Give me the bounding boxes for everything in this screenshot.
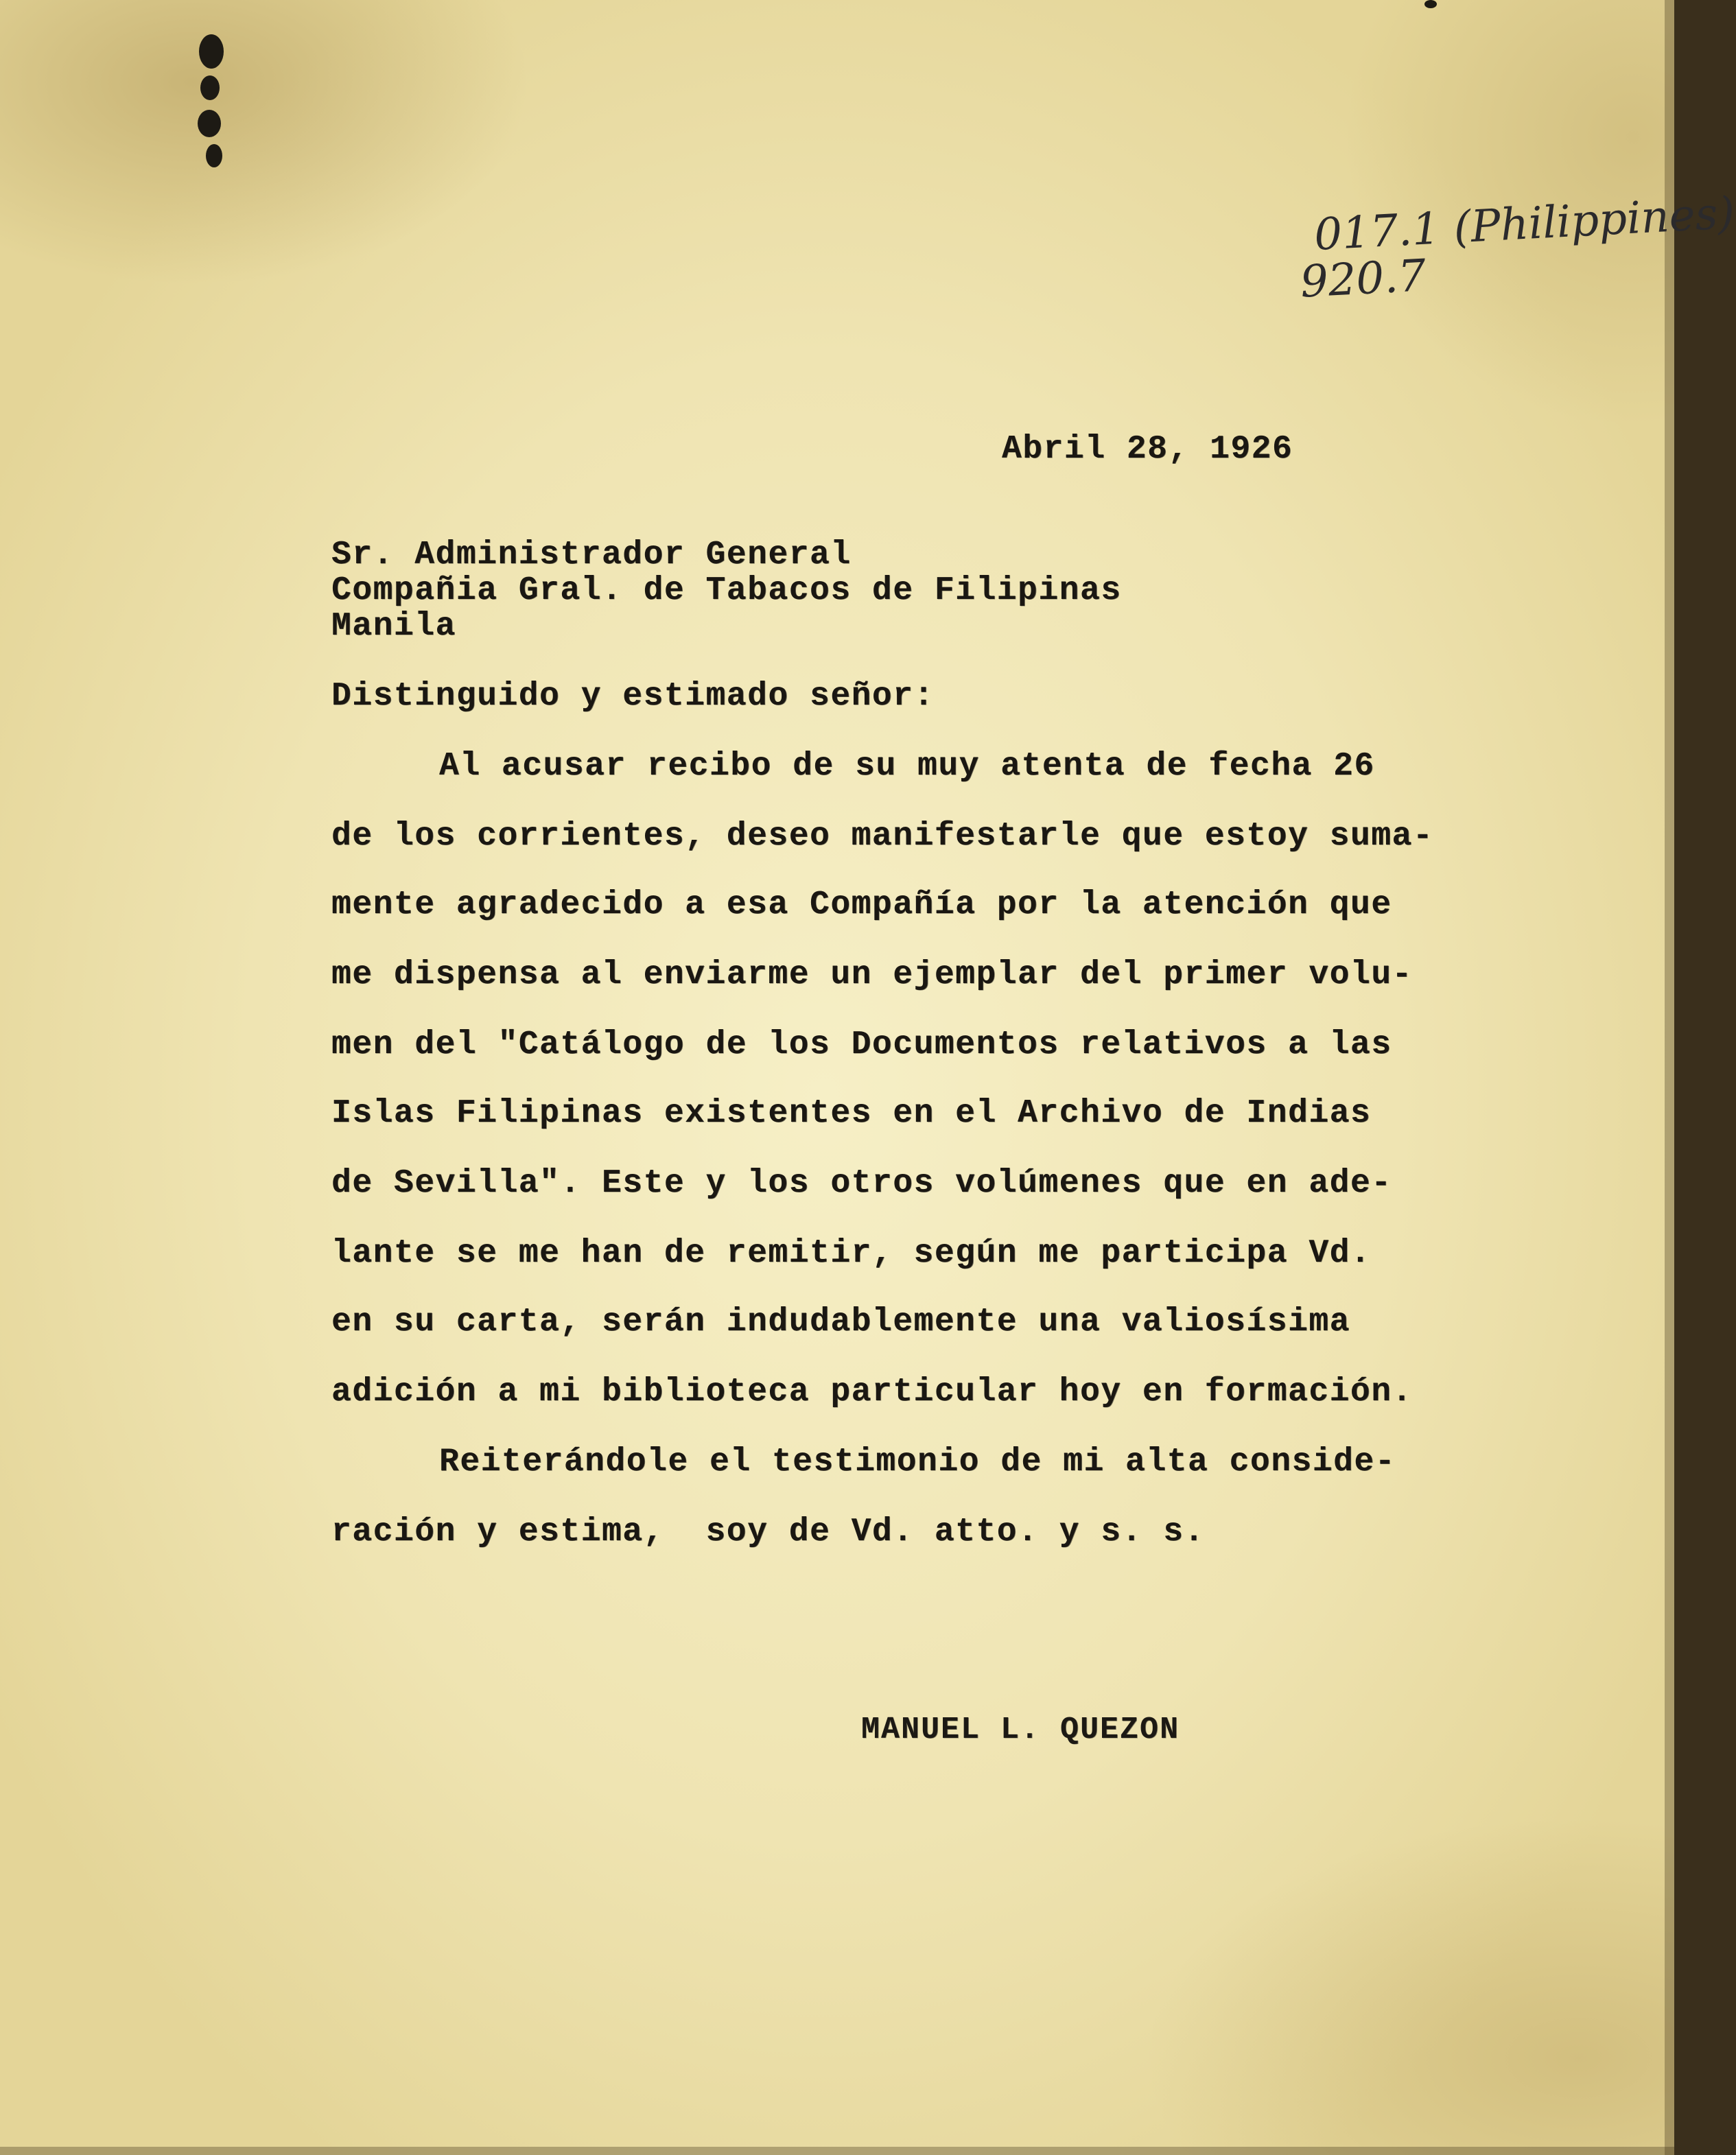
body-line: mente agradecido a esa Compañía por la atención que: [331, 886, 1392, 923]
handwritten-classification-line2: 920.7: [1299, 250, 1428, 308]
body-line: de Sevilla". Este y los otros volúmenes que en ade-: [331, 1165, 1392, 1202]
body-line: de los corrientes, deseo manifestarle que estoy suma-: [331, 818, 1434, 855]
body-line: lante se me han de remitir, según me participa Vd.: [331, 1235, 1372, 1272]
addressee-line1: Sr. Administrador General: [331, 537, 852, 574]
body-line: adición a mi biblioteca particular hoy en formación.: [331, 1374, 1413, 1411]
page-edge-right: [1665, 0, 1674, 2155]
handwritten-classification-line1: 017.1 (Philippines): [1313, 187, 1736, 261]
body-line: en su carta, serán indudablemente una valiosísima: [331, 1304, 1350, 1341]
letter-date: Abril 28, 1926: [1002, 431, 1293, 468]
body-line: Al acusar recibo de su muy atenta de fecha 26: [439, 748, 1375, 785]
ink-spot: [199, 34, 224, 69]
typed-signature: MANUEL L. QUEZON: [861, 1712, 1180, 1747]
body-line: men del "Catálogo de los Documentos relativos a las: [331, 1026, 1392, 1063]
closing-line: Reiterándole el testimonio de mi alta conside-: [439, 1444, 1396, 1481]
closing-line: ración y estima, soy de Vd. atto. y s. s.: [331, 1514, 1205, 1551]
addressee-line2: Compañia Gral. de Tabacos de Filipinas: [331, 572, 1122, 609]
body-line: me dispensa al enviarme un ejemplar del primer volu-: [331, 956, 1413, 993]
ink-spot: [206, 144, 222, 167]
page-edge-bottom: [0, 2147, 1674, 2155]
salutation: Distinguido y estimado señor:: [331, 678, 935, 715]
ink-spot: [198, 110, 221, 137]
ink-spot: [1424, 0, 1437, 8]
ink-spot: [200, 75, 220, 100]
body-line: Islas Filipinas existentes en el Archivo de Indias: [331, 1095, 1372, 1132]
addressee-line3: Manila: [331, 608, 456, 645]
